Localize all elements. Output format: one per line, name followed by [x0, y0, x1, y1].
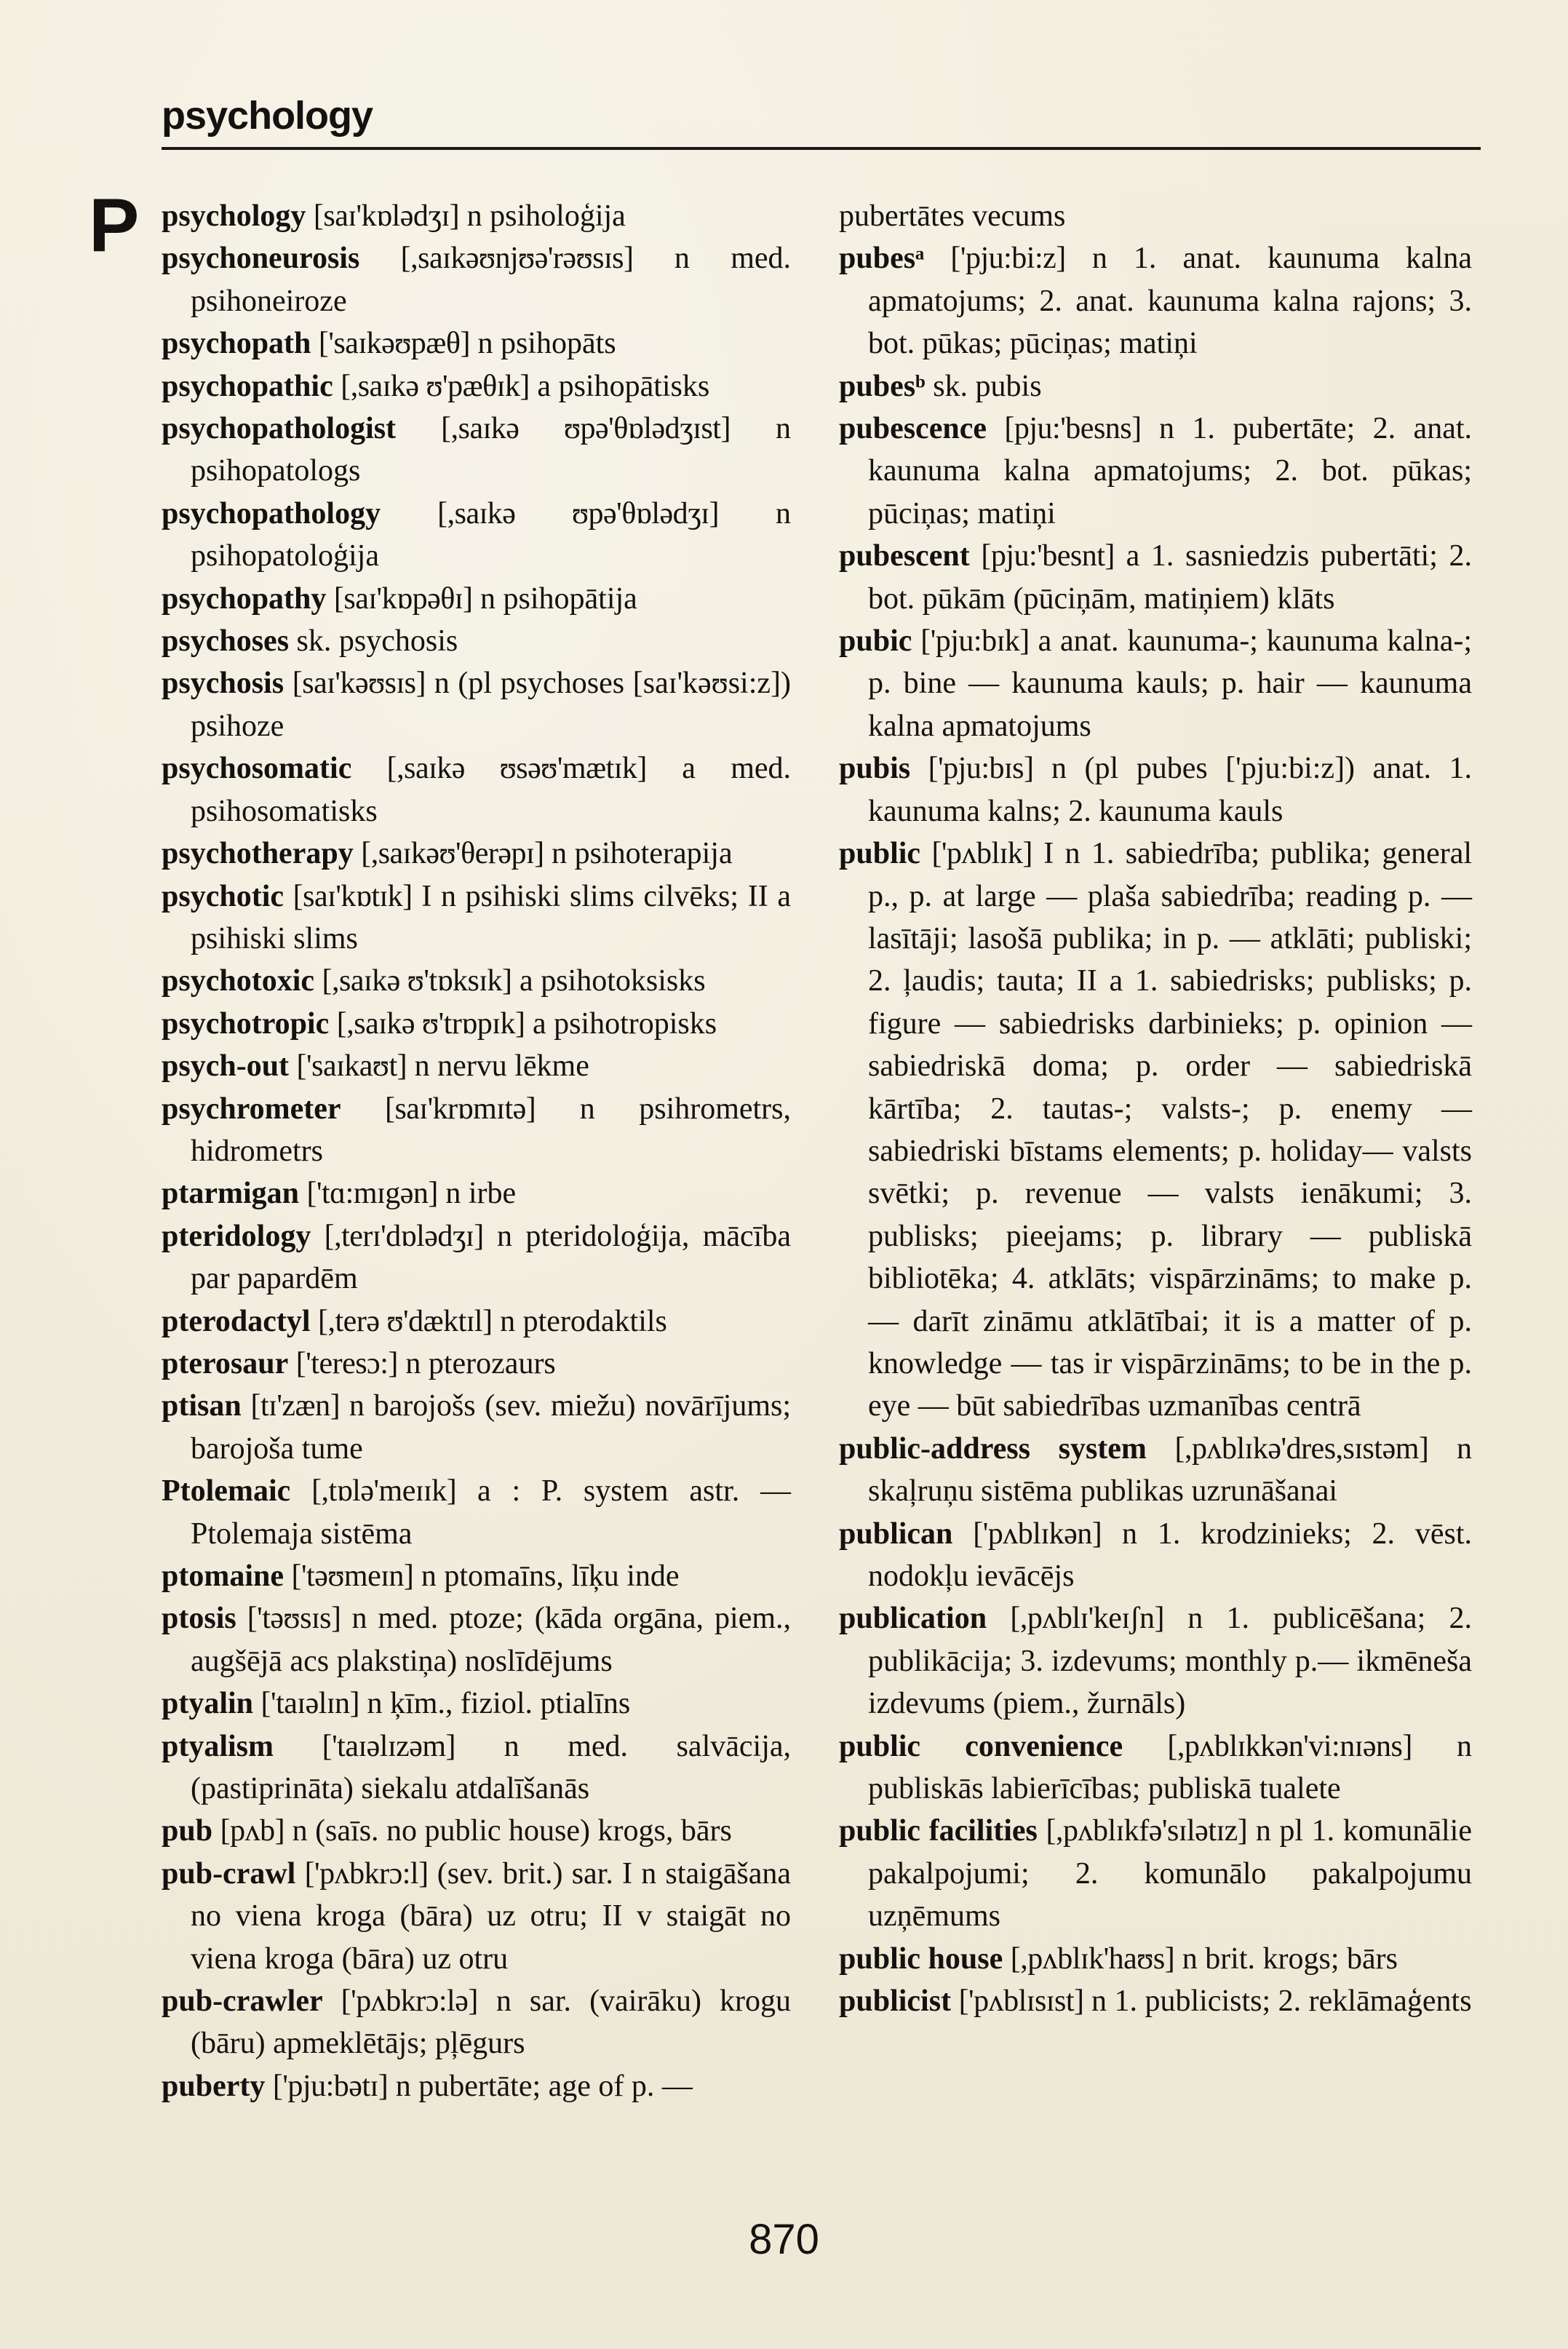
- headword: psychoses: [162, 624, 290, 659]
- dictionary-entry: [839, 620, 1472, 747]
- definition: n psiholoģija: [466, 199, 626, 233]
- headword: psych-out: [162, 1049, 290, 1084]
- headword: public convenience: [839, 1729, 1123, 1763]
- headword: pubesᵇ: [839, 369, 926, 403]
- dictionary-entry: [839, 747, 1472, 832]
- headword: pubescence: [839, 412, 987, 446]
- pronunciation: [,pʌblɪkkən'vi:nɪəns]: [1167, 1729, 1412, 1763]
- pronunciation: [pʌb]: [220, 1814, 285, 1848]
- pronunciation: ['pʌblɪkən]: [973, 1517, 1102, 1551]
- headword: pub-crawl: [162, 1856, 296, 1891]
- headword: pubic: [839, 624, 912, 659]
- pronunciation: ['təʊmeɪn]: [291, 1559, 414, 1593]
- pronunciation: [,saɪkə ʊ'trɒpɪk]: [336, 1006, 525, 1041]
- pronunciation: [,saɪkə ʊsəʊ'mætɪk]: [386, 752, 647, 786]
- dictionary-entry: [839, 1938, 1472, 1980]
- headword: psychosis: [162, 667, 284, 701]
- headword: publication: [839, 1602, 987, 1636]
- headword: puberty: [162, 2069, 266, 2103]
- pronunciation: [pju:'besns]: [1004, 412, 1142, 446]
- headword: pteridology: [162, 1219, 311, 1253]
- pronunciation: ['pju:bɪk]: [920, 624, 1030, 659]
- pronunciation: ['pʌblɪk]: [931, 837, 1032, 871]
- headword: publicist: [839, 1984, 952, 2019]
- pronunciation: [,saɪkə ʊpə'θɒlədʒɪ]: [437, 496, 719, 530]
- pronunciation: [saɪ'kɒpəθɪ]: [333, 581, 473, 616]
- dictionary-entry: [162, 1045, 791, 1087]
- pronunciation: ['taɪəlɪzəm]: [322, 1729, 456, 1763]
- running-head: psychology: [162, 94, 373, 138]
- pronunciation: [,pʌblɪkfə'sɪlətɪz]: [1046, 1814, 1248, 1848]
- pronunciation: [saɪ'kɒlədʒɪ]: [313, 199, 460, 233]
- dictionary-entry: [162, 493, 791, 578]
- definition: n pl 1. komunālie pakalpojumi; 2. komunālo pakalpojumu uzņēmums: [868, 1814, 1472, 1933]
- definition: n 1. publicists; 2. reklāmaģents: [1091, 1984, 1472, 2019]
- definition: I n 1. sabiedrība; publika; general p., p. at large — plaša sabiedrība; reading p. — lasītāji; lasošā publika; in p. — atklāti; publiski; 2. ļaudis; tauta; II a 1. sabiedrisks; publisks; p. figure — sabiedrisks darbinieks; p. opinion — sabiedriskā doma; p. order — sabiedriskā kārtība; 2. tautas-; valsts-; p. enemy — sabiedriski bīstams elements; p. holiday— valsts svētki; p. revenue — valsts ienākumi; 3. publisks; pieejams; p. library — publiskā bibliotēka; 4. atklāts; vispārzināms; to make p. — darīt zināmu atklātībai; it is a matter of p. knowledge — tas ir vispārzināms; to be in the p. eye — būt sabiedrības uzmanības centrā: [868, 837, 1473, 1423]
- pronunciation: [,terɪ'dɒlədʒɪ]: [324, 1219, 484, 1253]
- definition: n psihrometrs, hidrometrs: [191, 1092, 791, 1168]
- headword: ptosis: [162, 1602, 236, 1636]
- definition: n pteridoloģija, mācība par papardēm: [191, 1219, 791, 1296]
- dictionary-entry: [839, 535, 1472, 620]
- headword: Ptolemaic: [162, 1474, 291, 1509]
- definition: n pterodaktils: [500, 1304, 667, 1338]
- pronunciation: [,tɒlə'meɪɪk]: [311, 1474, 457, 1509]
- definition: n med. salvācija, (pastiprināta) siekalu atdalīšanās: [191, 1729, 792, 1806]
- dictionary-entry: [839, 1597, 1472, 1725]
- dictionary-entry: [162, 960, 791, 1002]
- headword: publican: [839, 1517, 953, 1551]
- definition: n 1. pubertāte; 2. anat. kaunuma kalna apmatojums; 2. bot. pūkas; pūciņas; matiņi: [868, 412, 1473, 530]
- dictionary-entry: [162, 1343, 791, 1385]
- headword: pterodactyl: [162, 1304, 311, 1338]
- dictionary-entry: [162, 578, 791, 620]
- pronunciation: ['təʊsɪs]: [247, 1602, 341, 1636]
- dictionary-entry: [162, 1810, 791, 1852]
- dictionary-entry: [162, 875, 791, 961]
- definition: n skaļruņu sistēma publikas uzrunāšanai: [868, 1431, 1472, 1509]
- definition: I n psihiski slims cilvēks; II a psihiski slims: [191, 879, 791, 955]
- dictionary-entry: [162, 1088, 791, 1173]
- pronunciation: ['pʌbkrɔ:lə]: [341, 1984, 478, 2019]
- left-column: [162, 195, 791, 2107]
- dictionary-entry: [162, 408, 791, 493]
- definition: n ķīm., fiziol. ptialīns: [367, 1687, 631, 1721]
- headword: psychopathy: [162, 581, 327, 616]
- definition: n sar. (vairāku) krogu (bāru) apmeklētājs; pļēgurs: [191, 1984, 791, 2061]
- pronunciation: ['saɪkəʊpæθ]: [318, 327, 470, 361]
- headword: pubescent: [839, 539, 970, 573]
- headword: ptyalin: [162, 1687, 254, 1721]
- headword: pub-crawler: [162, 1984, 323, 2019]
- headword: psychopathology: [162, 496, 381, 530]
- dictionary-entry: [162, 195, 791, 237]
- definition: a psihopātisks: [537, 369, 710, 403]
- dictionary-entry: [162, 1003, 791, 1045]
- dictionary-entry: [839, 237, 1472, 365]
- definition: n psihoterapija: [552, 837, 733, 871]
- definition: n (saīs. no public house) krogs, bārs: [292, 1814, 732, 1848]
- definition: n (pl pubes ['pju:bi:z]) anat. 1. kaunuma kalns; 2. kaunuma kauls: [868, 752, 1473, 828]
- headword: psychopathic: [162, 369, 333, 403]
- definition: (sev. brit.) sar. I n staigāšana no viena kroga (bāra) uz otru; II v staigāt no viena kroga (bāra) uz otru: [191, 1856, 792, 1976]
- headword: psychrometer: [162, 1092, 341, 1126]
- headword: public: [839, 837, 921, 871]
- headword: pubesᵃ: [839, 242, 925, 276]
- dictionary-entry: [839, 1428, 1472, 1513]
- headword: psychopathologist: [162, 412, 397, 446]
- headword: psychotherapy: [162, 837, 354, 871]
- pronunciation: ['pʌbkrɔ:l]: [304, 1856, 429, 1891]
- definition: n (pl psychoses [saɪ'kəʊsi:z]) psihoze: [191, 667, 791, 743]
- headword: pterosaur: [162, 1346, 289, 1380]
- pronunciation: [saɪ'krɒmɪtə]: [384, 1092, 536, 1126]
- dictionary-entry: [839, 195, 1472, 237]
- pronunciation: [,terə ʊ'dæktɪl]: [318, 1304, 493, 1338]
- pronunciation: [,saɪkə ʊpə'θɒlədʒɪst]: [441, 412, 731, 446]
- pronunciation: ['tɑ:mɪgən]: [306, 1177, 438, 1211]
- dictionary-entry: [839, 1980, 1472, 2022]
- definition: n psihopatologs: [191, 412, 792, 488]
- headword: pubis: [839, 752, 911, 786]
- pronunciation: [,saɪkəʊnjʊə'rəʊsɪs]: [400, 242, 634, 276]
- pronunciation: [,saɪkə ʊ'tɒksɪk]: [322, 964, 512, 998]
- pronunciation: [,pʌblɪk'haʊs]: [1010, 1941, 1175, 1976]
- definition: n barojošs (sev. miežu) novārījums; barojoša tume: [191, 1389, 792, 1466]
- pronunciation: ['taɪəlɪn]: [260, 1687, 360, 1721]
- dictionary-entry: [162, 2065, 791, 2107]
- dictionary-entry: [162, 747, 791, 832]
- definition: n med. ptoze; (kāda orgāna, piem., augšējā acs plakstiņa) noslīdējums: [191, 1602, 792, 1678]
- dictionary-entry: [162, 322, 791, 365]
- dictionary-entry: [162, 237, 791, 322]
- pronunciation: ['pju:bətɪ]: [272, 2069, 389, 2103]
- headword: ptyalism: [162, 1729, 274, 1763]
- headword: public-address system: [839, 1431, 1147, 1466]
- definition: n brit. krogs; bārs: [1182, 1941, 1398, 1976]
- definition: a psihotropisks: [532, 1006, 717, 1041]
- dictionary-entry: [839, 832, 1472, 1428]
- headword: ptisan: [162, 1389, 242, 1423]
- dictionary-entry: [162, 1597, 791, 1682]
- definition: n med. psihoneiroze: [191, 242, 791, 318]
- pronunciation: ['pju:bi:z]: [950, 242, 1066, 276]
- definition: a med. psihosomatisks: [191, 752, 791, 828]
- dictionary-entry: [162, 832, 791, 875]
- definition: n ptomaīns, līķu inde: [421, 1559, 680, 1593]
- dictionary-entry: [162, 365, 791, 408]
- definition: sk. pubis: [933, 369, 1042, 403]
- dictionary-entry: [839, 1513, 1472, 1598]
- definition: n publiskās labierīcības; publiskā tualete: [868, 1729, 1472, 1806]
- definition: a : P. system astr. — Ptolemaja sistēma: [191, 1474, 792, 1551]
- pronunciation: ['teresɔ:]: [295, 1346, 398, 1380]
- headword: psychotic: [162, 879, 284, 913]
- headword: ptomaine: [162, 1559, 284, 1593]
- dictionary-entry: [162, 1300, 791, 1343]
- headword: psychology: [162, 199, 306, 233]
- definition: a anat. kaunuma-; kaunuma kalna-; p. bine — kaunuma kauls; p. hair — kaunuma kalna apmatojums: [868, 624, 1473, 743]
- dictionary-entry: [162, 1725, 791, 1811]
- headword: psychosomatic: [162, 752, 352, 786]
- definition: sk. psychosis: [296, 624, 458, 659]
- dictionary-entry: [839, 365, 1472, 408]
- dictionary-entry: [162, 620, 791, 662]
- definition: n 1. krodzinieks; 2. vēst. nodokļu ievācējs: [868, 1517, 1473, 1593]
- dictionary-entry: [839, 1810, 1472, 1937]
- definition: n 1. publicēšana; 2. publikācija; 3. izdevums; monthly p.— ikmēneša izdevums (piem., žurnāls): [868, 1602, 1473, 1721]
- headword: psychoneurosis: [162, 242, 360, 276]
- definition: n psihopāts: [477, 327, 616, 361]
- dictionary-entry: [162, 1385, 791, 1470]
- headword: pub: [162, 1814, 213, 1848]
- dictionary-entry: [839, 408, 1472, 535]
- headword: public house: [839, 1941, 1003, 1976]
- header-rule: [162, 147, 1481, 150]
- pronunciation: [,saɪkəʊ'θerəpɪ]: [361, 837, 544, 871]
- definition: n 1. anat. kaunuma kalna apmatojums; 2. anat. kaunuma kalna rajons; 3. bot. pūkas; pūciņas; matiņi: [868, 242, 1473, 361]
- headword: psychotropic: [162, 1006, 330, 1041]
- pronunciation: ['pju:bɪs]: [928, 752, 1034, 786]
- right-column: [839, 195, 1472, 2022]
- dictionary-entry: [162, 662, 791, 747]
- pronunciation: [pju:'besnt]: [981, 539, 1115, 573]
- definition: n pterozaurs: [405, 1346, 556, 1380]
- pronunciation: [tɪ'zæn]: [250, 1389, 341, 1423]
- dictionary-entry: [162, 1555, 791, 1597]
- dictionary-entry: [162, 1682, 791, 1725]
- headword: public facilities: [839, 1814, 1038, 1848]
- headword: psychopath: [162, 327, 311, 361]
- pronunciation: [saɪ'kəʊsɪs]: [292, 667, 426, 701]
- headword: psychotoxic: [162, 964, 314, 998]
- pronunciation: ['saɪkaʊt]: [296, 1049, 407, 1084]
- dictionary-entry: [162, 1470, 791, 1555]
- definition: n irbe: [445, 1177, 517, 1211]
- definition: a psihotoksisks: [520, 964, 706, 998]
- pronunciation: [,pʌblɪ'keɪʃn]: [1010, 1602, 1165, 1636]
- dictionary-entry: [162, 1853, 791, 1980]
- definition: n psihopatoloģija: [191, 496, 791, 573]
- dictionary-entry: [162, 1172, 791, 1215]
- dictionary-entry: [839, 1725, 1472, 1811]
- page-number: 870: [749, 2216, 819, 2263]
- definition: n nervu lēkme: [414, 1049, 589, 1084]
- definition: n pubertāte; age of p. —: [395, 2069, 693, 2103]
- pronunciation: ['pʌblɪsɪst]: [958, 1984, 1084, 2019]
- section-letter: P: [89, 183, 140, 268]
- definition: a 1. sasniedzis pubertāti; 2. bot. pūkām (pūciņām, matiņiem) klāts: [868, 539, 1473, 616]
- dictionary-entry: [162, 1215, 791, 1300]
- pronunciation: [,pʌblɪkə'dres,sɪstəm]: [1174, 1431, 1429, 1466]
- dictionary-entry: [162, 1980, 791, 2065]
- headword: ptarmigan: [162, 1177, 299, 1211]
- definition: pubertātes vecums: [839, 199, 1066, 233]
- pronunciation: [saɪ'kɒtɪk]: [292, 879, 413, 913]
- pronunciation: [,saɪkə ʊ'pæθɪk]: [341, 369, 530, 403]
- definition: n psihopātija: [480, 581, 637, 616]
